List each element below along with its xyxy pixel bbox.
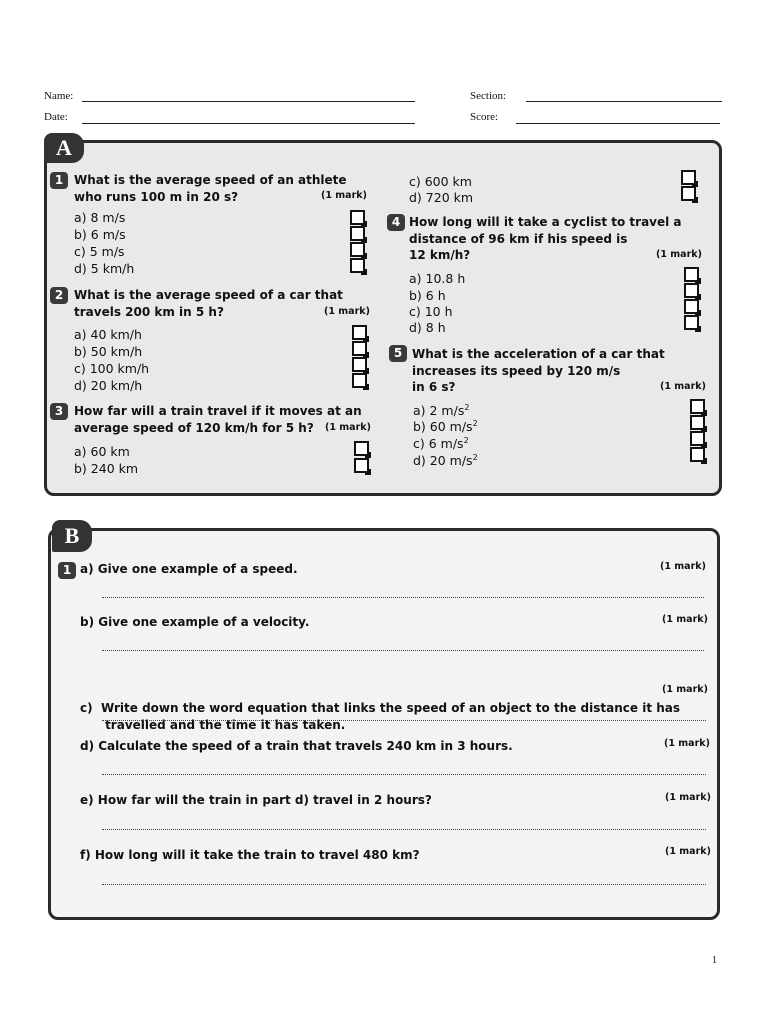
- part-f-text: f) How long will it take the train to travel 480 km?: [80, 848, 420, 862]
- section-b-tab: B: [52, 520, 92, 552]
- part-d-text: d) Calculate the speed of a train that travels 240 km in 3 hours.: [80, 739, 513, 753]
- question-5-number: 5: [389, 345, 407, 362]
- question-2-mark: (1 mark): [324, 306, 370, 317]
- part-f-answer-line[interactable]: [102, 884, 706, 885]
- question-2-text: What is the average speed of a car that travels 200 km in 5 h?: [74, 288, 343, 319]
- q5-checkbox-a[interactable]: [690, 399, 705, 414]
- part-c-answer-line[interactable]: [102, 720, 706, 721]
- part-c-text: c) Write down the word equation that links the speed of an object to the distance it has travelled and the time it has taken.: [80, 701, 681, 732]
- q5-checkbox-d[interactable]: [690, 447, 705, 462]
- question-3-text: How far will a train travel if it moves at an average speed of 120 km/h for 5 h?: [74, 404, 362, 435]
- question-3-mark: (1 mark): [325, 422, 371, 433]
- score-line[interactable]: [516, 123, 720, 124]
- q3-checkbox-a[interactable]: [354, 441, 369, 456]
- q1-checkbox-b[interactable]: [350, 226, 365, 241]
- q2-option-b: b) 50 km/h: [74, 344, 143, 359]
- section-label: Section:: [470, 90, 507, 102]
- q5-checkbox-b[interactable]: [690, 415, 705, 430]
- q4-option-b: b) 6 h: [409, 288, 446, 303]
- q3-option-b: b) 240 km: [74, 461, 139, 476]
- part-b-answer-line[interactable]: [102, 650, 704, 651]
- q1-option-c: c) 5 m/s: [74, 244, 125, 259]
- q4-checkbox-c[interactable]: [684, 299, 699, 314]
- q3-option-a: a) 60 km: [74, 444, 130, 459]
- q4-option-d: d) 8 h: [409, 320, 446, 335]
- q2-option-a: a) 40 km/h: [74, 327, 142, 342]
- name-line[interactable]: [82, 101, 415, 102]
- question-1-number: 1: [50, 172, 68, 189]
- part-d-answer-line[interactable]: [102, 774, 706, 775]
- q4-option-c: c) 10 h: [409, 304, 453, 319]
- q5-option-d: d) 20 $m/s^2$: [413, 453, 478, 469]
- question-4-text: How long will it take a cyclist to travel a distance of 96 km if his speed is 12 km/h?: [409, 215, 682, 262]
- q3-checkbox-d[interactable]: [681, 186, 696, 201]
- question-4-mark: (1 mark): [656, 249, 702, 260]
- section-line[interactable]: [526, 101, 722, 102]
- q3-option-c: c) 600 km: [409, 174, 472, 189]
- q2-checkbox-a[interactable]: [352, 325, 367, 340]
- q1-option-d: d) 5 km/h: [74, 261, 135, 276]
- question-5-mark: (1 mark): [660, 381, 706, 392]
- q4-checkbox-b[interactable]: [684, 283, 699, 298]
- question-3-number: 3: [50, 403, 68, 420]
- q2-checkbox-b[interactable]: [352, 341, 367, 356]
- q3-checkbox-b[interactable]: [354, 458, 369, 473]
- part-b-mark: (1 mark): [662, 614, 708, 625]
- q1-checkbox-c[interactable]: [350, 242, 365, 257]
- question-1-text: What is the average speed of an athlete who runs 100 m in 20 s?: [74, 173, 347, 204]
- q5-option-a: a) 2 $m/s^2$: [413, 403, 470, 419]
- page-number: 1: [712, 955, 717, 966]
- part-e-text: e) How far will the train in part d) travel in 2 hours?: [80, 793, 432, 807]
- q5-checkbox-c[interactable]: [690, 431, 705, 446]
- q3-option-d: d) 720 km: [409, 190, 474, 205]
- part-a-answer-line[interactable]: [102, 597, 704, 598]
- question-1-mark: (1 mark): [321, 190, 367, 201]
- q5-option-b: b) 60 $m/s^2$: [413, 419, 478, 435]
- part-e-mark: (1 mark): [665, 792, 711, 803]
- question-5-text: What is the acceleration of a car that increases its speed by 120 m/s in 6 s?: [412, 347, 665, 394]
- q2-checkbox-c[interactable]: [352, 357, 367, 372]
- q5-option-c: c) 6 $m/s^2$: [413, 436, 469, 452]
- q4-checkbox-a[interactable]: [684, 267, 699, 282]
- q1-checkbox-a[interactable]: [350, 210, 365, 225]
- date-line[interactable]: [82, 123, 415, 124]
- q1-option-a: a) 8 m/s: [74, 210, 126, 225]
- q1-option-b: b) 6 m/s: [74, 227, 126, 242]
- part-f-mark: (1 mark): [665, 846, 711, 857]
- question-2-number: 2: [50, 287, 68, 304]
- part-b-text: b) Give one example of a velocity.: [80, 615, 310, 629]
- part-a-text: a) Give one example of a speed.: [80, 562, 298, 576]
- part-c-mark: (1 mark): [662, 684, 708, 695]
- q2-checkbox-d[interactable]: [352, 373, 367, 388]
- q3-checkbox-c[interactable]: [681, 170, 696, 185]
- score-label: Score:: [470, 111, 499, 123]
- q4-option-a: a) 10.8 h: [409, 271, 466, 286]
- section-a-tab: A: [44, 133, 84, 163]
- part-d-mark: (1 mark): [664, 738, 710, 749]
- part-e-answer-line[interactable]: [102, 829, 706, 830]
- name-label: Name:: [44, 90, 74, 102]
- section-b-question-number: 1: [58, 562, 76, 579]
- date-label: Date:: [44, 111, 68, 123]
- question-4-number: 4: [387, 214, 405, 231]
- q1-checkbox-d[interactable]: [350, 258, 365, 273]
- q2-option-c: c) 100 km/h: [74, 361, 150, 376]
- q4-checkbox-d[interactable]: [684, 315, 699, 330]
- part-a-mark: (1 mark): [660, 561, 706, 572]
- q2-option-d: d) 20 km/h: [74, 378, 143, 393]
